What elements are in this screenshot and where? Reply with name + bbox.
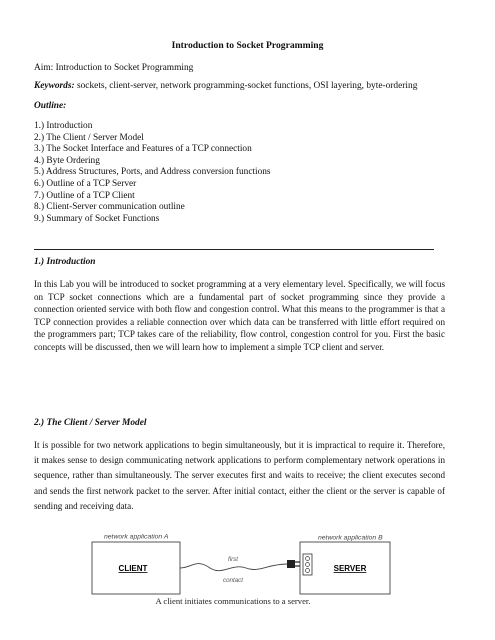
server-label: SERVER — [333, 564, 367, 573]
outline-item: 2.) The Client / Server Model — [34, 132, 144, 143]
section1-body: In this Lab you will be introduced to socket programming at a very elementary level. Specifically, we will focus on TCP socket connections which are a fundamental part of socket programming since they provide a connection oriented service with both flow and congestion control. What this means to the programmer is that a TCP connection provides a reliable connection over which data can be transferred with little effort required on the programmers part; TCP takes care of the reliability, flow control, congestion control for you. First the basic concepts will be discussed, then we will learn how to implement a simple TCP client and server. — [34, 279, 445, 352]
outline-item: 7.) Outline of a TCP Client — [34, 190, 135, 201]
socket-icon — [303, 554, 312, 575]
outline-item: 8.) Client-Server communication outline — [34, 202, 185, 213]
keywords-text: sockets, client-server, network programming-socket functions, OSI layering, byte-ordering — [74, 81, 418, 91]
first-label: first — [228, 556, 238, 563]
outline-item: 1.) Introduction — [34, 121, 93, 131]
keywords-line — [34, 81, 417, 91]
client-label: CLIENT — [118, 564, 148, 573]
outline-item: 3.) The Socket Interface and Features of a TCP connection — [34, 144, 252, 155]
connection-cable — [180, 564, 287, 571]
outline-item: 5.) Address Structures, Ports, and Address conversion functions — [34, 167, 271, 178]
section1-heading: 1.) Introduction — [34, 257, 96, 267]
outline-item: 9.) Summary of Socket Functions — [34, 213, 160, 224]
section2-body: It is possible for two network applications to begin simultaneously, but it is impractical to require it. Therefore, it makes sense to design communicating network applications to perform complementary network operations in sequence, rather than simultaneously. The server executes first and waits to receive; the client executes second and sends the first network packet to the server. After initial contact, either the client or the server is capable of sending and receiving data. — [34, 440, 445, 511]
section2-heading: 2.) The Client / Server Model — [34, 418, 147, 428]
keywords-label: Keywords: — [34, 81, 75, 91]
contact-label: contact — [223, 577, 243, 584]
figure-caption: A client initiates communications to a server. — [155, 596, 311, 606]
outline-item: 4.) Byte Ordering — [34, 155, 100, 166]
document-title: Introduction to Socket Programming — [171, 40, 324, 51]
aim-line: Aim: Introduction to Socket Programming — [34, 63, 194, 73]
plug-icon — [287, 560, 300, 568]
outline-list — [34, 121, 271, 225]
label-network-application-a: network application A — [104, 533, 169, 541]
client-server-diagram — [0, 530, 495, 640]
label-network-application-b: network application B — [318, 534, 383, 542]
outline-item: 6.) Outline of a TCP Server — [34, 178, 137, 189]
horizontal-divider — [34, 249, 434, 250]
outline-heading: Outline: — [34, 101, 67, 111]
